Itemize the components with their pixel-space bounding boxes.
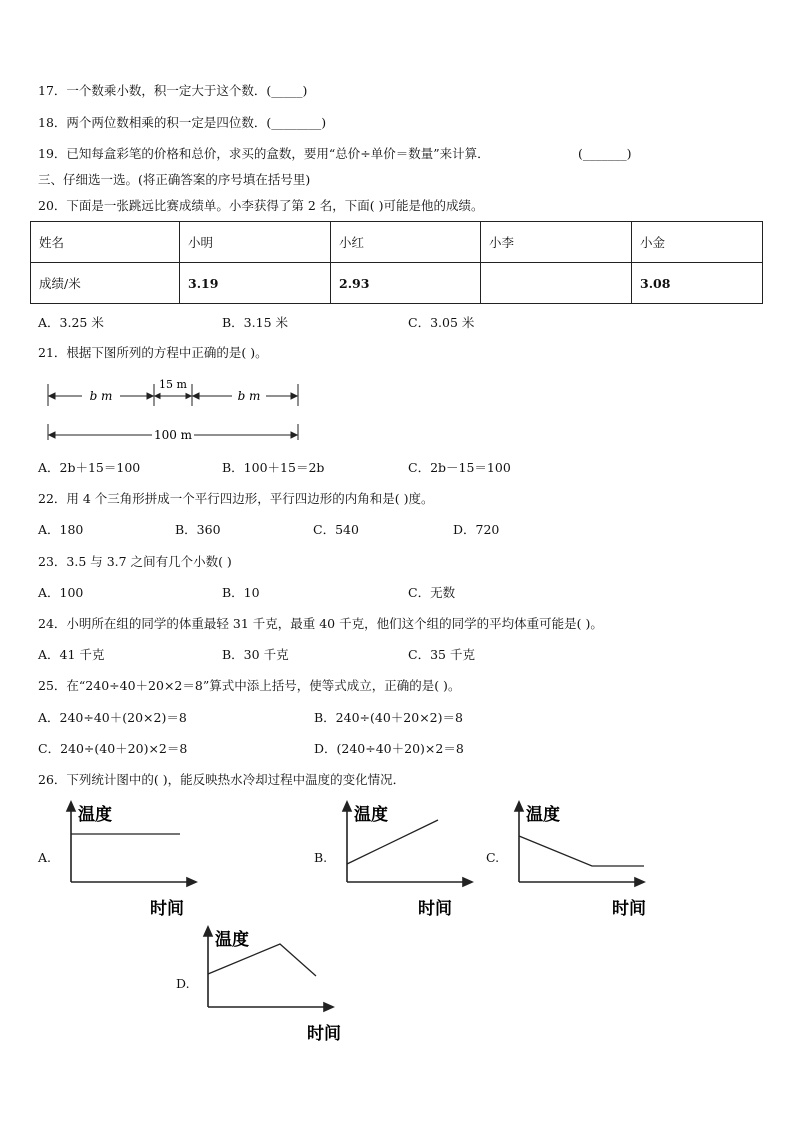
table-cell: 2.93 <box>331 263 481 304</box>
table-cell: 小明 <box>180 222 331 263</box>
question-20-stem: 20．下面是一张跳远比赛成绩单。小李获得了第 2 名，下面( )可能是他的成绩。 <box>38 198 484 213</box>
graph-line <box>519 836 644 866</box>
q23-option-b: B．10 <box>222 585 260 600</box>
q20-option-a: A．3.25 米 <box>38 315 104 330</box>
graph-c-label: C. <box>486 850 500 865</box>
x-axis-label: 时间 <box>150 899 184 919</box>
graph-c <box>506 800 646 925</box>
q25-option-c: C．240÷(40＋20)×2＝8 <box>38 741 188 756</box>
x-axis-arrow-icon <box>635 878 644 886</box>
q20-option-c: C．3.05 米 <box>408 315 475 330</box>
question-24-stem: 24．小明所在组的同学的体重最轻 31 千克，最重 40 千克，他们这个组的同学的平均体重可能是( )。 <box>38 616 603 631</box>
q20-option-b: B．3.15 米 <box>222 315 288 330</box>
question-23-stem: 23．3.5 与 3.7 之间有几个小数( ) <box>38 554 232 569</box>
table-row <box>31 263 763 304</box>
q21-option-a: A．2b＋15＝100 <box>38 460 141 475</box>
y-axis-arrow-icon <box>343 802 351 811</box>
q23-option-c: C．无数 <box>408 585 456 600</box>
table-cell: 成绩/米 <box>31 263 180 304</box>
score-table <box>30 221 763 304</box>
q23-option-a: A．100 <box>38 585 84 600</box>
q22-option-d: D．720 <box>453 522 500 537</box>
table-cell <box>481 263 632 304</box>
q25-option-b: B．240÷(40＋20×2)＝8 <box>314 710 463 725</box>
table-cell: 小金 <box>632 222 763 263</box>
table-cell: 小李 <box>481 222 632 263</box>
q22-option-a: A．180 <box>38 522 84 537</box>
table-cell: 小红 <box>331 222 481 263</box>
table-cell: 3.08 <box>632 263 763 304</box>
x-axis-arrow-icon <box>463 878 472 886</box>
graph-b <box>334 800 474 925</box>
segment-label-total: 100 m <box>153 428 193 442</box>
y-axis-arrow-icon <box>204 927 212 936</box>
graph-b-label: B. <box>314 850 328 865</box>
q22-option-c: C．540 <box>313 522 359 537</box>
y-axis-arrow-icon <box>67 802 75 811</box>
table-header-row <box>31 222 763 263</box>
x-axis-label: 时间 <box>307 1024 341 1044</box>
q22-option-b: B．360 <box>175 522 221 537</box>
segment-label-15: 15 m <box>159 378 187 391</box>
q25-option-a: A．240÷40＋(20×2)＝8 <box>38 710 187 725</box>
q24-option-c: C．35 千克 <box>408 647 475 662</box>
table-cell: 姓名 <box>31 222 180 263</box>
y-axis-arrow-icon <box>515 802 523 811</box>
question-17: 17．一个数乘小数，积一定大于这个数．(_____) <box>38 83 308 98</box>
q21-option-b: B．100＋15＝2b <box>222 460 325 475</box>
graph-line <box>347 820 438 864</box>
y-axis-label: 温度 <box>526 805 560 825</box>
x-axis-arrow-icon <box>324 1003 333 1011</box>
segment-diagram <box>44 374 304 444</box>
q24-option-b: B．30 千克 <box>222 647 289 662</box>
graph-d-label: D. <box>176 976 190 991</box>
q21-option-c: C．2b－15＝100 <box>408 460 511 475</box>
y-axis-label: 温度 <box>354 805 388 825</box>
question-21-stem: 21．根据下图所列的方程中正确的是( )。 <box>38 345 268 360</box>
graph-a <box>58 800 198 925</box>
graph-d <box>195 925 341 1050</box>
x-axis-label: 时间 <box>612 899 646 919</box>
question-25-stem: 25．在“240÷40＋20×2＝8”算式中添上括号，使等式成立，正确的是( )。 <box>38 678 461 693</box>
q25-option-d: D．(240÷40＋20)×2＝8 <box>314 741 464 756</box>
q24-option-a: A．41 千克 <box>38 647 105 662</box>
section-3-heading: 三、仔细选一选。(将正确答案的序号填在括号里) <box>38 172 311 187</box>
question-19: 19．已知每盒彩笔的价格和总价，求买的盒数，要用“总价÷单价＝数量”来计算． <box>38 146 490 161</box>
segment-label-b2: b m <box>237 389 261 403</box>
question-19-blank: (_______) <box>578 146 632 161</box>
x-axis-label: 时间 <box>418 899 452 919</box>
x-axis-arrow-icon <box>187 878 196 886</box>
segment-label-b1: b m <box>89 389 113 403</box>
table-cell: 3.19 <box>180 263 331 304</box>
y-axis-label: 温度 <box>215 930 249 950</box>
y-axis-label: 温度 <box>78 805 112 825</box>
graph-a-label: A. <box>38 850 52 865</box>
question-18: 18．两个两位数相乘的积一定是四位数．(________) <box>38 115 327 130</box>
question-22-stem: 22．用 4 个三角形拼成一个平行四边形，平行四边形的内角和是( )度。 <box>38 491 434 506</box>
question-26-stem: 26．下列统计图中的( )，能反映热水冷却过程中温度的变化情况． <box>38 772 406 787</box>
